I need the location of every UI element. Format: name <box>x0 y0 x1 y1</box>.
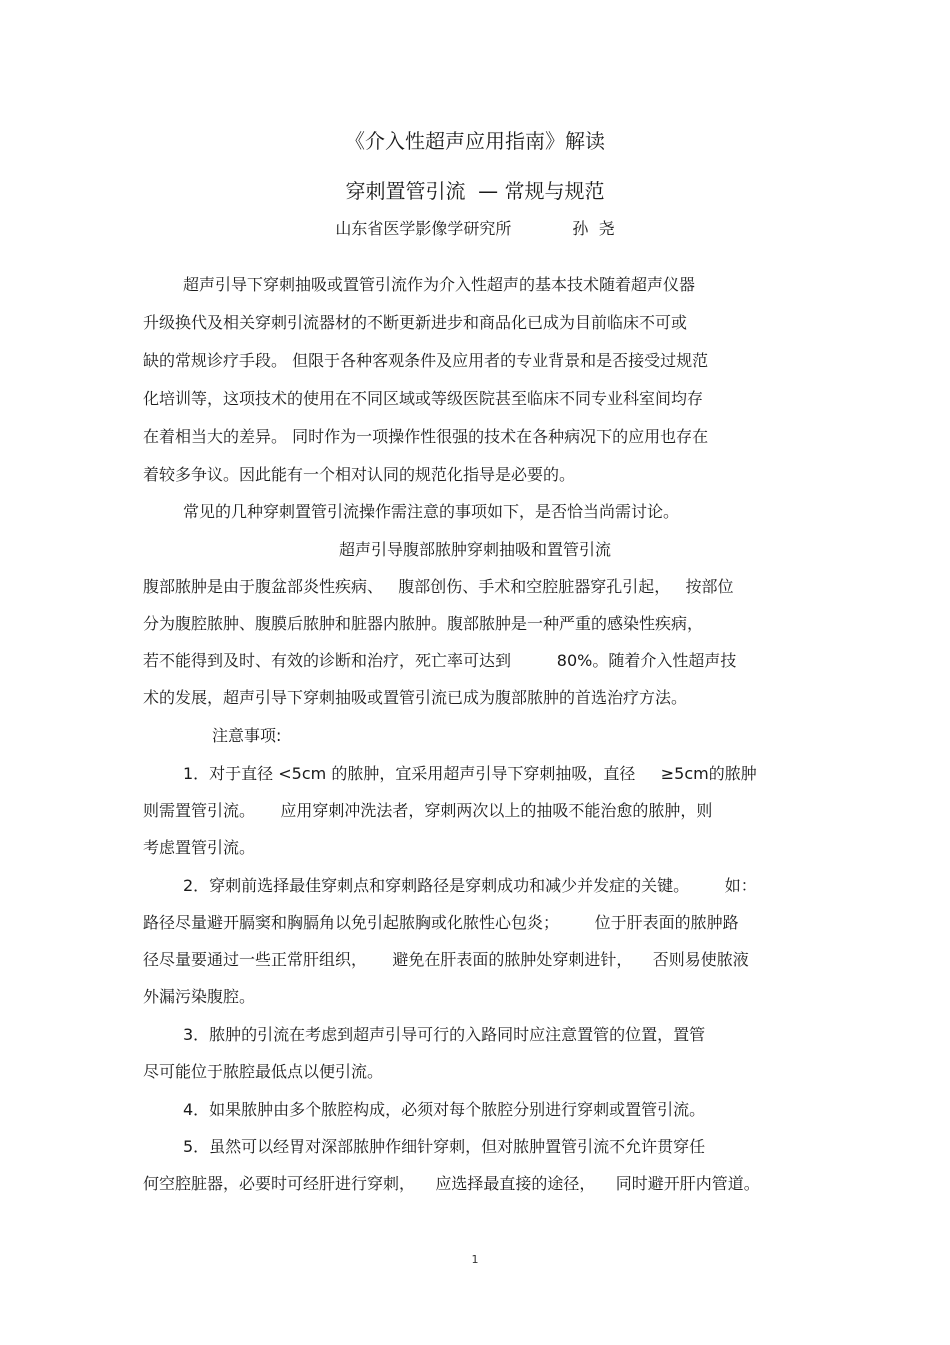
note-4-line: 4．如果脓肿由多个脓腔构成，必须对每个脓腔分别进行穿刺或置管引流。 <box>183 1100 706 1119</box>
intro-line: 升级换代及相关穿刺引流器材的不断更新进步和商品化已成为目前临床不可或 <box>143 313 688 332</box>
section-line: 腹部脓肿是由于腹盆部炎性疾病、 腹部创伤、手术和空腔脏器穿孔引起， 按部位 <box>143 577 734 596</box>
note-5-line: 何空腔脏器，必要时可经肝进行穿刺， 应选择最直接的途径， 同时避开肝内管道。 <box>143 1174 760 1193</box>
intro-line: 着较多争议。因此能有一个相对认同的规范化指导是必要的。 <box>143 465 576 484</box>
note-1-line: 考虑置管引流。 <box>143 838 256 857</box>
intro-line: 缺的常规诊疗手段。 但限于各种客观条件及应用者的专业背景和是否接受过规范 <box>143 351 709 370</box>
note-2-line: 路径尽量避开膈窦和胸膈角以免引起脓胸或化脓性心包炎； 位于肝表面的脓肿路 <box>143 913 739 932</box>
note-3-line: 3．脓肿的引流在考虑到超声引导可行的入路同时应注意置管的位置，置管 <box>183 1025 706 1044</box>
intro-line: 超声引导下穿刺抽吸或置管引流作为介入性超声的基本技术随着超声仪器 <box>183 275 696 294</box>
note-2-line: 径尽量要通过一些正常肝组织， 避免在肝表面的脓肿处穿刺进针， 否则易使脓液 <box>143 950 749 969</box>
section-line: 分为腹腔脓肿、腹膜后脓肿和脏器内脓肿。腹部脓肿是一种严重的感染性疾病， <box>143 614 704 633</box>
page-number: 1 <box>471 1253 479 1266</box>
section-line: 术的发展，超声引导下穿刺抽吸或置管引流已成为腹部脓肿的首选治疗方法。 <box>143 688 688 707</box>
intro-line: 在着相当大的差异。 同时作为一项操作性很强的技术在各种病况下的应用也存在 <box>143 427 709 446</box>
author-line: 山东省医学影像学研究所 孙 尧 <box>335 219 615 238</box>
section-heading: 超声引导腹部脓肿穿刺抽吸和置管引流 <box>338 540 611 559</box>
section-line: 若不能得到及时、有效的诊断和治疗，死亡率可达到 80%。随着介入性超声技 <box>143 651 737 670</box>
notes-label: 注意事项: <box>212 726 282 745</box>
note-1-line: 1．对于直径 <5cm 的脓肿，宜采用超声引导下穿刺抽吸，直径 ≥5cm的脓肿 <box>183 764 757 783</box>
note-2-line: 2．穿刺前选择最佳穿刺点和穿刺路径是穿刺成功和减少并发症的关键。 如： <box>183 876 757 895</box>
note-2-line: 外漏污染腹腔。 <box>143 987 256 1006</box>
note-3-line: 尽可能位于脓腔最低点以便引流。 <box>143 1062 384 1081</box>
document-subtitle: 穿刺置管引流 — 常规与规范 <box>345 179 605 203</box>
note-1-line: 则需置管引流。 应用穿刺冲洗法者，穿刺两次以上的抽吸不能治愈的脓肿，则 <box>143 801 713 820</box>
document-title: 《介入性超声应用指南》解读 <box>345 129 605 153</box>
note-5-line: 5．虽然可以经胃对深部脓肿作细针穿刺，但对脓肿置管引流不允许贯穿任 <box>183 1137 706 1156</box>
intro-line: 常见的几种穿刺置管引流操作需注意的事项如下，是否恰当尚需讨论。 <box>183 502 680 521</box>
intro-line: 化培训等，这项技术的使用在不同区域或等级医院甚至临床不同专业科室间均存 <box>143 389 704 408</box>
